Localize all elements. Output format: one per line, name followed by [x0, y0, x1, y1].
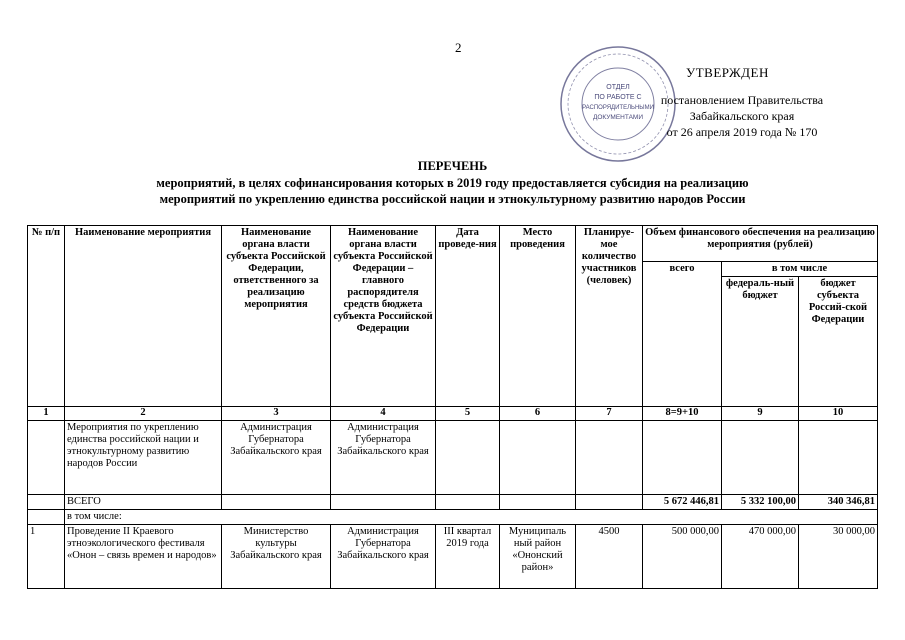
total-regional: 340 346,81: [799, 495, 878, 510]
doc-subtitle-line-1: мероприятий, в целях софинансирования которых в 2019 году предоставляется субсидия на реализацию: [156, 176, 749, 190]
section-responsible: Администрация Губернатора Забайкальского края: [222, 421, 331, 495]
header-including: в том числе: [722, 262, 878, 277]
header-distributor: Наименование органа власти субъекта Российской Федерации – главного распорядителя средств бюджета субъекта Российской Федерации: [331, 226, 436, 407]
stamp-line-2: ПО РАБОТЕ С: [594, 94, 642, 101]
header-federal: федераль-ный бюджет: [722, 277, 799, 407]
row-regional: 30 000,00: [799, 525, 878, 589]
row-participants: 4500: [576, 525, 643, 589]
header-funding: Объем финансового обеспечения на реализацию мероприятия (рублей): [643, 226, 878, 262]
stamp-line-3: РАСПОРЯДИТЕЛЬНЫМИ: [582, 105, 654, 111]
col-number: 10: [799, 407, 878, 421]
row-responsible: Министерство культуры Забайкальского края: [222, 525, 331, 589]
measures-table: [27, 225, 878, 589]
col-number: 6: [500, 407, 576, 421]
col-number: 4: [331, 407, 436, 421]
approval-line-2: Забайкальского края: [689, 109, 795, 123]
doc-subtitle-line-2: мероприятий по укреплению единства российской нации и этнокультурному развитию народов России: [159, 192, 746, 206]
table-row: [28, 525, 878, 589]
row-federal: 470 000,00: [722, 525, 799, 589]
empty-cell: [28, 495, 65, 510]
col-number: 9: [722, 407, 799, 421]
total-label: ВСЕГО: [65, 495, 222, 510]
empty-cell: [576, 421, 643, 495]
empty-cell: [799, 421, 878, 495]
empty-cell: [331, 495, 436, 510]
header-place: Место проведения: [500, 226, 576, 407]
row-num: 1: [28, 525, 65, 589]
section-num-cell: [28, 421, 65, 495]
doc-heading: ПЕРЕЧЕНЬ: [417, 159, 488, 173]
header-participants: Планируе-мое количество участников (человек): [576, 226, 643, 407]
row-place: Муниципаль ный район «Ононский район»: [500, 525, 576, 589]
section-distributor: Администрация Губернатора Забайкальского края: [331, 421, 436, 495]
empty-cell: [500, 421, 576, 495]
row-date: III квартал 2019 года: [436, 525, 500, 589]
col-number: 1: [28, 407, 65, 421]
header-name: Наименование мероприятия: [65, 226, 222, 407]
header-num: № п/п: [28, 226, 65, 407]
empty-cell: [576, 495, 643, 510]
header-responsible: Наименование органа власти субъекта Российской Федерации, ответственного за реализацию мероприятия: [222, 226, 331, 407]
col-number: 2: [65, 407, 222, 421]
col-number: 5: [436, 407, 500, 421]
col-number: 3: [222, 407, 331, 421]
empty-cell: [500, 495, 576, 510]
row-name: Проведение II Краевого этноэкологического фестиваля «Онон – связь времен и народов»: [65, 525, 222, 589]
col-number: 8=9+10: [643, 407, 722, 421]
empty-cell: [436, 495, 500, 510]
header-total: всего: [643, 262, 722, 407]
header-regional: бюджет субъекта Россий-ской Федерации: [799, 277, 878, 407]
including-label: в том числе:: [65, 510, 878, 525]
header-date: Дата проведе-ния: [436, 226, 500, 407]
empty-cell: [28, 510, 65, 525]
total-sum: 5 672 446,81: [643, 495, 722, 510]
row-distributor: Администрация Губернатора Забайкальского края: [331, 525, 436, 589]
empty-cell: [436, 421, 500, 495]
empty-cell: [643, 421, 722, 495]
approval-line-3: от 26 апреля 2019 года № 170: [666, 125, 818, 139]
approval-title: УТВЕРЖДЕН: [686, 65, 769, 80]
total-federal: 5 332 100,00: [722, 495, 799, 510]
stamp-line-1: ОТДЕЛ: [606, 84, 630, 91]
empty-cell: [222, 495, 331, 510]
col-number: 7: [576, 407, 643, 421]
page-number: 2: [455, 40, 462, 55]
row-total: 500 000,00: [643, 525, 722, 589]
empty-cell: [722, 421, 799, 495]
approval-line-1: постановлением Правительства: [660, 93, 824, 107]
section-name: Мероприятия по укреплению единства российской нации и этнокультурному развитию народов России: [65, 421, 222, 495]
stamp-line-4: ДОКУМЕНТАМИ: [592, 114, 644, 121]
